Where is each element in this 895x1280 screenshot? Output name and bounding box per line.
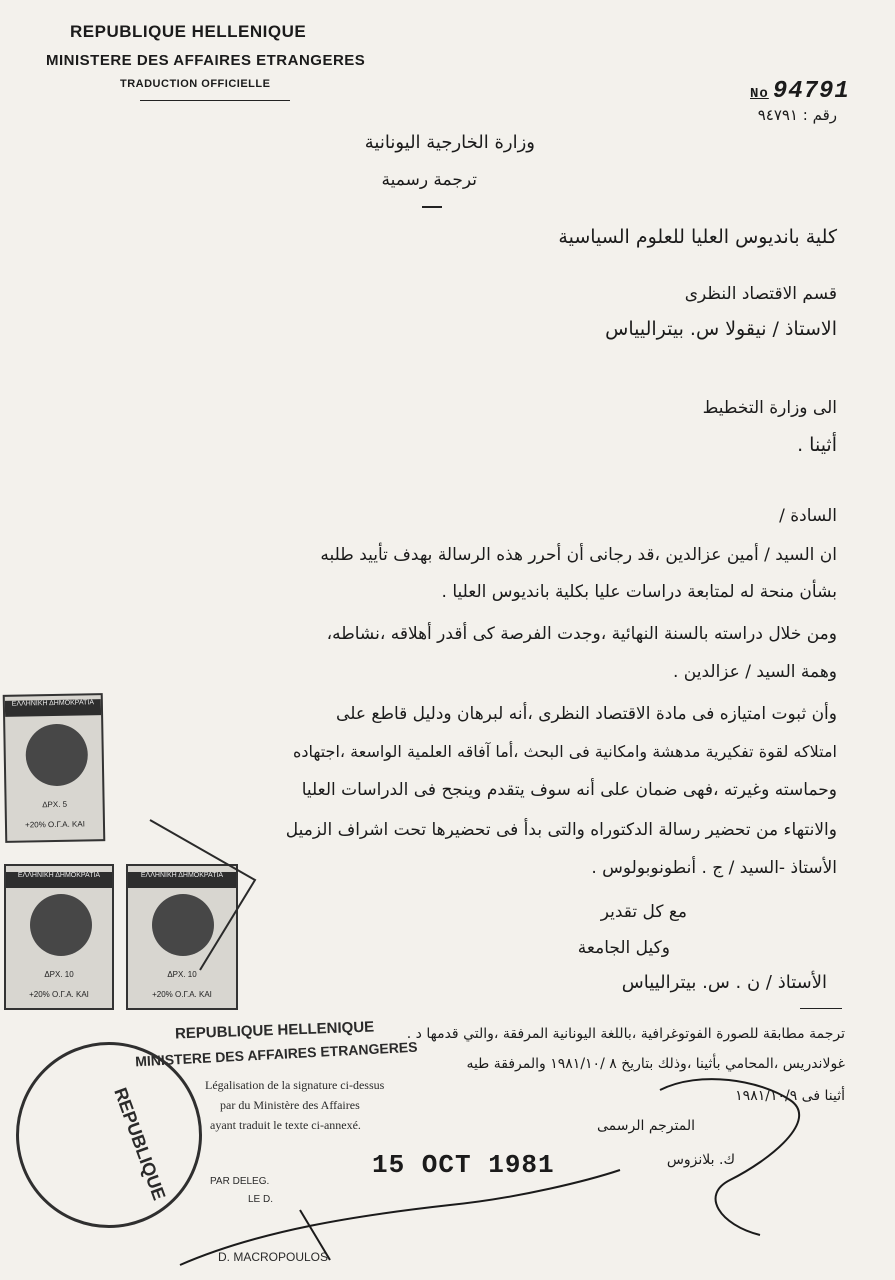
stamp-band: ΕΛΛΗΝΙΚΗ ΔΗΜΟΚΡΑΤΙΑ [128,872,236,888]
seal-text: REPUBLIQUE [110,1085,170,1203]
paragraph-line: بشأن منحة له لمتابعة دراسات عليا بكلية بانديوس العليا . [441,582,837,602]
closing: مع كل تقدير [600,902,687,922]
salutation: السادة / [779,506,837,526]
circular-seal [16,1042,202,1228]
stamp-footer: +20% Ο.Γ.Α. ΚΑΙ [152,990,212,999]
arabic-ministry: وزارة الخارجية اليونانية [364,132,535,153]
translator-note-line: غولاندريس ،المحامي بأثينا ،وذلك بتاريخ ٨ /١٩٨١/١٠ والمرفقة طيه [466,1056,845,1072]
paragraph-line: امتلاكه لقوة تفكيرية مدهشة وامكانية فى البحث ،أما آفاقه العلمية الواسعة ،اجتهاده [292,742,837,761]
stamp-line: ayant traduit le texte ci-annexé. [210,1118,361,1132]
signatory-name: الأستاذ / ن . س. بيتراليياس [621,972,827,993]
fiscal-stamp [3,693,106,843]
translator-title: المترجم الرسمى [597,1118,695,1134]
arabic-number [758,106,837,124]
arabic-number-value: ٩٤٧٩١ [757,106,798,124]
stamp-portrait [25,723,88,786]
paragraph-line: وأن ثبوت امتيازه فى مادة الاقتصاد النظرى ،أنه لبرهان ودليل قاطع على [336,704,837,724]
arabic-translation: ترجمة رسمية [381,170,477,190]
professor-name: الاستاذ / نيقولا س. بيتراليياس [605,318,837,340]
fiscal-stamp [126,864,238,1010]
translator-note-line: ترجمة مطابقة للصورة الفوتوغرافية ،باللغة اليونانية المرفقة ،والتي قدمها د . [406,1026,845,1042]
signature-rule [800,1008,842,1009]
arabic-number-label: رقم : [802,106,837,124]
paragraph-line: ومن خلال دراسته بالسنة النهائية ،وجدت الفرصة كى أقدر أهلاقه ،نشاطه، [326,624,837,644]
paragraph-line: ان السيد / أمين عزالدين ،قد رجانى أن أحرر هذه الرسالة بهدف تأييد طلبه [320,545,837,565]
stamp-le-d: LE D. [248,1194,274,1205]
header-translation: TRADUCTION OFFICIELLE [120,78,271,90]
arabic-header-rule [422,206,442,208]
school-name: كلية بانديوس العليا للعلوم السياسية [558,226,837,248]
translator-date: أثينا فى ١٩٨١/١٠/٩ [735,1088,845,1104]
stamp-officer-name: D. MACROPOULOS [218,1250,329,1264]
paragraph-line: وحماسته وغيرته ،فهى ضمان على أنه سوف يتقدم وينجح فى الدراسات العليا [301,780,837,800]
header-republic: REPUBLIQUE HELLENIQUE [70,22,307,41]
stamp-republic: REPUBLIQUE HELLENIQUE [174,1018,375,1043]
fiscal-stamp [4,864,114,1010]
deputy-title: وكيل الجامعة [577,938,670,958]
stamp-value: ΔΡΧ. 10 [44,970,74,979]
stamp-line: par du Ministère des Affaires [220,1098,360,1112]
department-name: قسم الاقتصاد النظرى [684,284,837,304]
stamp-legalisation: Légalisation de la signature ci-dessus [205,1078,385,1092]
stamp-ministry: MINISTERE DES AFFAIRES ETRANGERES [134,1038,418,1070]
stamp-footer: +20% Ο.Γ.Α. ΚΑΙ [29,990,89,999]
stamp-portrait [30,894,92,956]
stamp-band: ΕΛΛΗΝΙΚΗ ΔΗΜΟΚΡΑΤΙΑ [6,872,112,888]
recipient-ministry: الى وزارة التخطيط [702,398,837,418]
stamp-portrait [152,894,214,956]
number-value: 94791 [772,78,850,105]
translator-name: ك. بلانزوس [666,1152,735,1168]
number-prefix: No [750,86,769,102]
document-number [750,78,850,105]
paragraph-line: الأستاذ -السيد / ج . أنطونوبولوس . [591,858,837,878]
stamp-value: ΔΡΧ. 10 [167,970,197,979]
stamp-band: ΕΛΛΗΝΙΚΗ ΔΗΜΟΚΡΑΤΙΑ [5,699,101,717]
recipient-city: أثينا . [797,434,837,456]
header-ministry: MINISTERE DES AFFAIRES ETRANGERES [46,52,366,69]
paragraph-line: وهمة السيد / عزالدين . [672,662,837,682]
date-stamp: 15 OCT 1981 [372,1150,555,1180]
paragraph-line: والانتهاء من تحضير رسالة الدكتوراه والتى بدأ فى تحضيرها تحت اشراف الزميل [285,820,837,840]
stamp-par-deleg: PAR DELEG. [210,1176,270,1187]
stamp-value: ΔΡΧ. 5 [42,799,68,810]
stamp-footer: +20% Ο.Γ.Α. ΚΑΙ [25,819,85,830]
header-underline [140,100,290,101]
